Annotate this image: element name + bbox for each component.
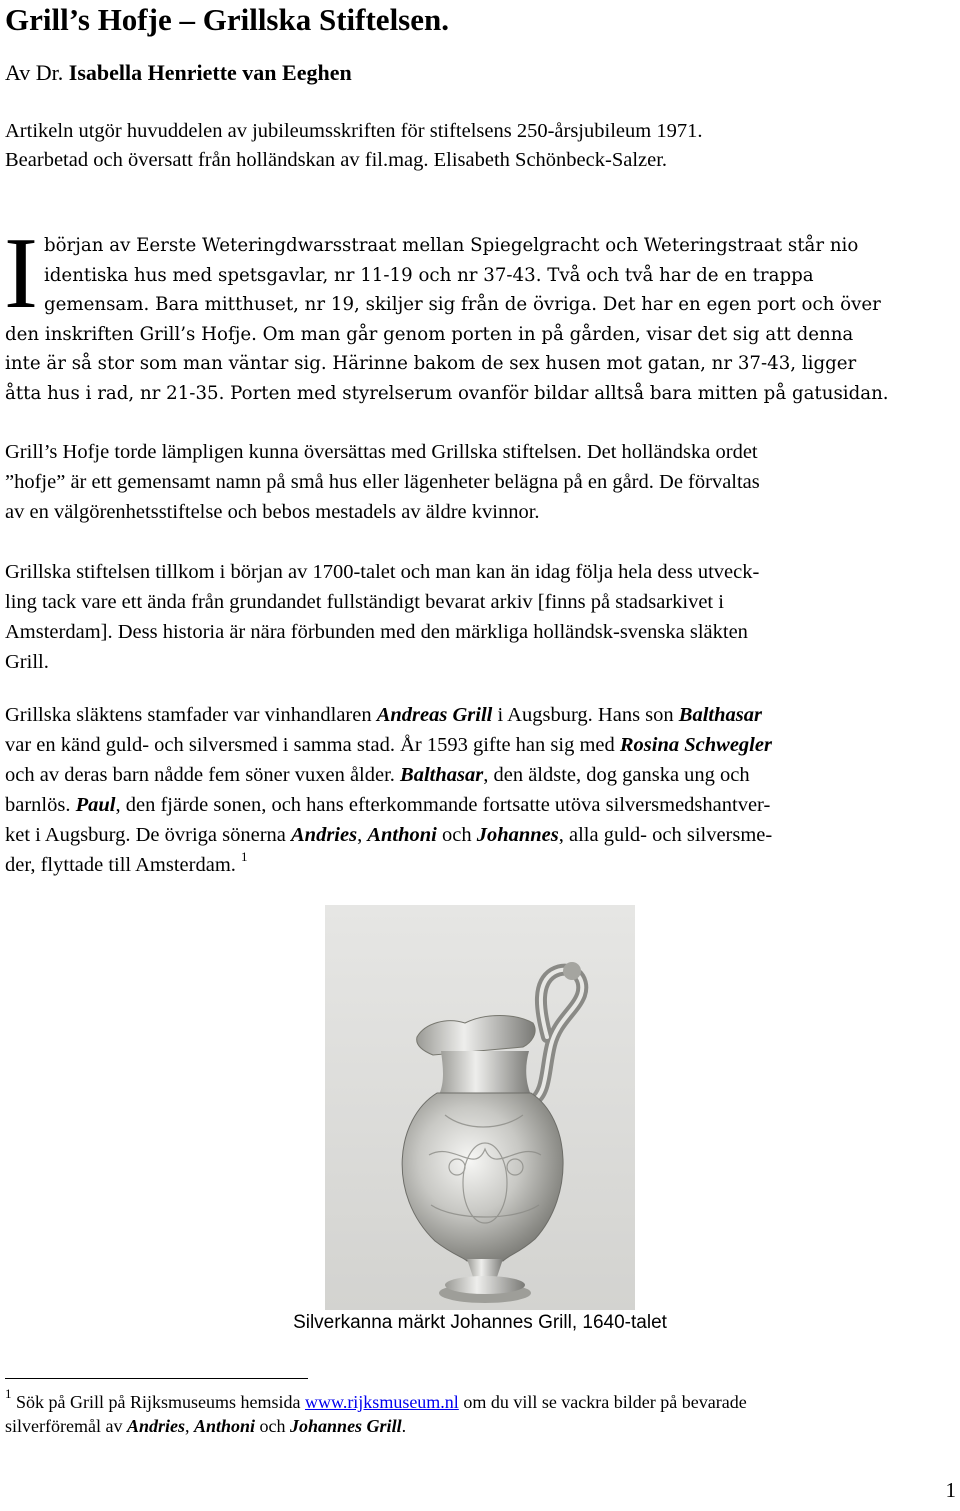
- paragraph-line: Grillska stiftelsen tillkom i början av 1700-talet och man kan än idag följa hela dess utveck-: [5, 561, 760, 583]
- person-name: Andries: [126, 1416, 185, 1436]
- person-name: Paul: [75, 794, 116, 816]
- text-run: ,: [357, 824, 368, 846]
- footnote-divider: [5, 1378, 308, 1379]
- footnote-line: [5, 1386, 747, 1414]
- paragraph-line: ling tack vare ett ända från grundandet fullständigt bevarat arkiv [finns på stadsarkivet i: [5, 591, 724, 613]
- paragraph-line: den inskriften Grill’s Hofje. Om man går genom porten in på gården, visar det sig att denna: [5, 323, 854, 345]
- person-name: Anthoni: [367, 824, 437, 846]
- intro-line: Bearbetad och översatt från holländskan av fil.mag. Elisabeth Schönbeck-Salzer.: [5, 149, 668, 171]
- person-name: Rosina Schwegler: [619, 734, 772, 756]
- person-name: Andries: [291, 824, 358, 846]
- paragraph-line: Grill.: [5, 651, 49, 673]
- person-name: Anthoni: [193, 1416, 256, 1436]
- text-run: och av deras barn nådde fem söner vuxen ålder.: [5, 764, 401, 786]
- drop-cap: I: [4, 217, 38, 330]
- author-line: [5, 58, 352, 88]
- paragraph-line: [5, 700, 957, 730]
- page-title: Grill’s Hofje – Grillska Stiftelsen.: [5, 2, 449, 37]
- paragraph-line: åtta hus i rad, nr 21-35. Porten med styrelserum ovanför bildar alltså bara mitten på gatusidan.: [5, 382, 889, 404]
- text-run: ket i Augsburg. De övriga sönerna: [5, 824, 291, 846]
- paragraph-line: början av Eerste Weteringdwarsstraat mellan Spiegelgracht och Weteringstraat står nio: [43, 235, 859, 256]
- footnote-marker[interactable]: 1: [241, 849, 248, 864]
- paragraph-line: Grill’s Hofje torde lämpligen kunna översättas med Grillska stiftelsen. Det holländska ordet: [5, 441, 758, 463]
- person-name: Johannes: [476, 824, 559, 846]
- paragraph-line: ”hofje” är ett gemensamt namn på små hus eller lägenheter belägna på en gård. De förvaltas: [5, 471, 760, 493]
- footnote: [5, 1386, 747, 1438]
- person-name: Balthasar: [678, 704, 762, 726]
- paragraph-line: Amsterdam]. Dess historia är nära förbunden med den märkliga holländsk-svenska släkten: [5, 621, 748, 643]
- footnote-number: 1: [5, 1386, 12, 1401]
- author-prefix: Av Dr.: [5, 60, 64, 85]
- paragraph-line: [5, 850, 957, 880]
- silver-jug-image: [325, 905, 635, 1310]
- text-run: der, flyttade till Amsterdam.: [5, 854, 236, 876]
- text-run: silverföremål av: [5, 1416, 127, 1436]
- paragraph-line: [5, 760, 957, 790]
- paragraph-line: identiska hus med spetsgavlar, nr 11-19 och nr 37-43. Två och två har de en trappa: [43, 264, 814, 286]
- text-run: Grillska släktens stamfader var vinhandlaren: [5, 704, 377, 726]
- text-run: om du vill se vackra bilder på bevarade: [458, 1392, 747, 1412]
- text-run: , den fjärde sonen, och hans efterkommande fortsatte utöva silversmedshantver-: [115, 794, 771, 816]
- text-run: och: [436, 824, 477, 846]
- text-run: , alla guld- och silversme-: [558, 824, 773, 846]
- text-run: ,: [184, 1416, 194, 1436]
- paragraph-1: [4, 217, 957, 408]
- text-run: , den äldste, dog ganska ung och: [483, 764, 750, 786]
- text-run: barnlös.: [5, 794, 76, 816]
- person-name: Johannes Grill: [290, 1416, 402, 1436]
- paragraph-line: [5, 790, 957, 820]
- intro-line: Artikeln utgör huvuddelen av jubileumsskriften för stiftelsens 250-årsjubileum 1971.: [5, 120, 703, 142]
- figure-caption: Silverkanna märkt Johannes Grill, 1640-talet: [293, 1312, 667, 1333]
- paragraph-line: inte är så stor som man väntar sig. Härinne bakom de sex husen mot gatan, nr 37-43, ligger: [5, 353, 857, 374]
- paragraph-4: [5, 700, 957, 880]
- paragraph-line: gemensam. Bara mitthuset, nr 19, skiljer sig från de övriga. Det har en egen port och över: [43, 294, 881, 315]
- text-run: .: [401, 1416, 407, 1436]
- text-run: var en känd guld- och silversmed i samma stad. År 1593 gifte han sig med: [5, 734, 620, 756]
- person-name: Balthasar: [400, 764, 484, 786]
- paragraph-line: av en välgörenhetsstiftelse och bebos mestadels av äldre kvinnor.: [5, 501, 540, 523]
- paragraph-line: [5, 730, 957, 760]
- silver-jug-illustration: [325, 905, 635, 1310]
- footnote-line: [5, 1414, 747, 1438]
- rijksmuseum-link[interactable]: www.rijksmuseum.nl: [304, 1392, 459, 1412]
- text-run: i Augsburg. Hans son: [492, 704, 679, 726]
- intro-block: [5, 117, 702, 175]
- paragraph-2: [5, 437, 957, 527]
- page-number: 1: [945, 1478, 956, 1502]
- paragraph-3: [5, 557, 957, 677]
- person-name: Andreas Grill: [376, 704, 493, 726]
- text-run: och: [255, 1416, 291, 1436]
- text-run: Sök på Grill på Rijksmuseums hemsida: [16, 1392, 305, 1412]
- paragraph-line: [5, 820, 957, 850]
- author-name: Isabella Henriette van Eeghen: [68, 60, 352, 85]
